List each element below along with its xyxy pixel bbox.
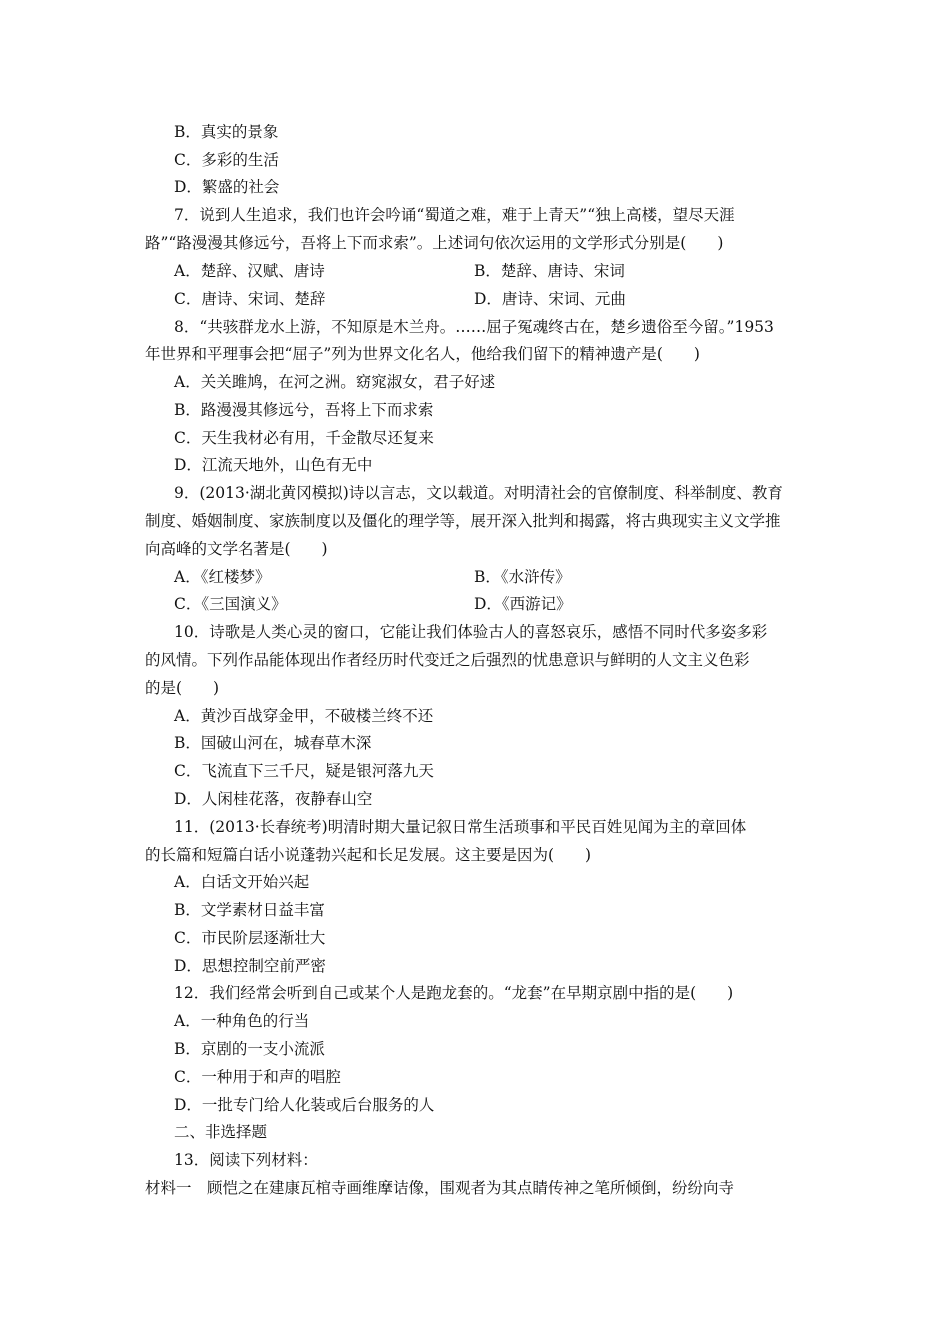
q6-option-b: B．真实的景象 [174, 123, 279, 141]
q8-stem-line1: 8．“共骇群龙水上游，不知原是木兰舟。……屈子冤魂终古在，楚乡遗俗至今留。”1953 [174, 318, 774, 336]
q13-material-one: 材料一 顾恺之在建康瓦棺寺画维摩诘像，围观者为其点睛传神之笔所倾倒，纷纷向寺 [145, 1179, 735, 1197]
q10-option-c: C．飞流直下三千尺，疑是银河落九天 [174, 762, 434, 780]
q11-option-c: C．市民阶层逐渐壮大 [174, 929, 326, 947]
q12-option-c: C．一种用于和声的唱腔 [174, 1068, 341, 1086]
q9-stem-line1: 9．(2013·湖北黄冈模拟)诗以言志，文以载道。对明清社会的官僚制度、科举制度、教育 [174, 484, 783, 502]
q9-stem-line3: 向高峰的文学名著是( ) [145, 540, 328, 558]
q7-option-b: B．楚辞、唐诗、宋词 [474, 262, 625, 280]
q7-option-d: D．唐诗、宋词、元曲 [474, 290, 626, 308]
section-heading: 二、非选择题 [174, 1123, 268, 1141]
q11-stem-line1: 11．(2013·长春统考)明清时期大量记叙日常生活琐事和平民百姓见闻为主的章回体 [174, 818, 747, 836]
q6-option-d: D．繁盛的社会 [174, 178, 280, 196]
q11-stem-line2: 的长篇和短篇白话小说蓬勃兴起和长足发展。这主要是因为( ) [145, 846, 592, 864]
q11-option-b: B．文学素材日益丰富 [174, 901, 325, 919]
q8-option-c: C．天生我材必有用，千金散尽还复来 [174, 429, 434, 447]
q10-stem-line1: 10．诗歌是人类心灵的窗口，它能让我们体验古人的喜怒哀乐，感悟不同时代多姿多彩 [174, 623, 768, 641]
q9-option-a: A．《红楼梦》 [174, 568, 271, 586]
q8-option-d: D．江流天地外，山色有无中 [174, 456, 373, 474]
q8-stem-line2: 年世界和平理事会把“屈子”列为世界文化名人，他给我们留下的精神遗产是( ) [145, 345, 700, 363]
q10-option-d: D．人闲桂花落，夜静春山空 [174, 790, 373, 808]
q10-option-a: A．黄沙百战穿金甲，不破楼兰终不还 [174, 707, 434, 725]
q9-option-c: C．《三国演义》 [174, 595, 287, 613]
q12-option-b: B．京剧的一支小流派 [174, 1040, 325, 1058]
q7-stem-line2: 路”“路漫漫其修远兮，吾将上下而求索”。上述词句依次运用的文学形式分别是( ) [145, 234, 724, 252]
q7-option-c: C．唐诗、宋词、楚辞 [174, 290, 326, 308]
q8-option-b: B．路漫漫其修远兮，吾将上下而求索 [174, 401, 434, 419]
q12-stem: 12．我们经常会听到自己或某个人是跑龙套的。“龙套”在早期京剧中指的是( ) [174, 984, 734, 1002]
q9-stem-line2: 制度、婚姻制度、家族制度以及僵化的理学等，展开深入批判和揭露，将古典现实主义文学推 [145, 512, 781, 530]
q9-option-b: B．《水浒传》 [474, 568, 571, 586]
q12-option-a: A．一种角色的行当 [174, 1012, 310, 1030]
q13-stem: 13．阅读下列材料： [174, 1151, 318, 1169]
q10-stem-line2: 的风情。下列作品能体现出作者经历时代变迁之后强烈的忧患意识与鲜明的人文主义色彩 [145, 651, 750, 669]
q6-option-c: C．多彩的生活 [174, 151, 279, 169]
q10-option-b: B．国破山河在，城春草木深 [174, 734, 372, 752]
q7-stem-line1: 7．说到人生追求，我们也许会吟诵“蜀道之难，难于上青天”“独上高楼，望尽天涯 [174, 206, 735, 224]
q11-option-d: D．思想控制空前严密 [174, 957, 326, 975]
q10-stem-line3: 的是( ) [145, 679, 220, 697]
q12-option-d: D．一批专门给人化装或后台服务的人 [174, 1096, 435, 1114]
q11-option-a: A．白话文开始兴起 [174, 873, 310, 891]
q8-option-a: A．关关雎鸠，在河之洲。窈窕淑女，君子好逑 [174, 373, 496, 391]
q9-option-d: D．《西游记》 [474, 595, 572, 613]
q7-option-a: A．楚辞、汉赋、唐诗 [174, 262, 325, 280]
